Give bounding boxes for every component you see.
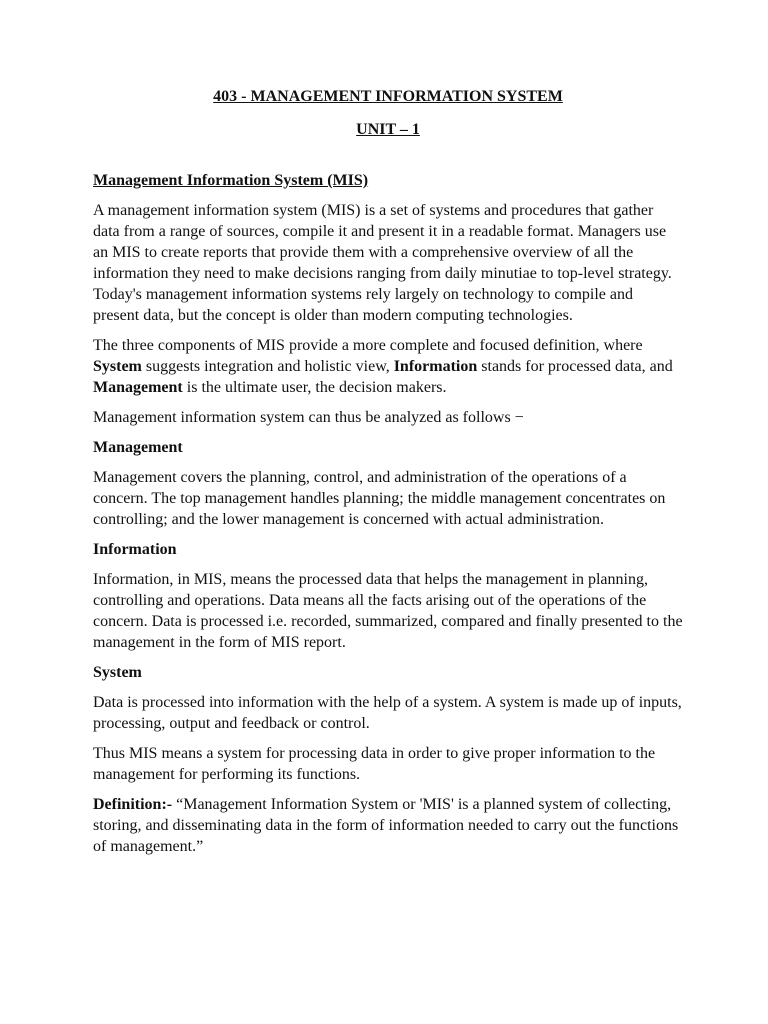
system-term: System — [93, 358, 142, 375]
components-text-3: stands for processed data, and — [477, 358, 673, 375]
definition-label: Definition:- — [93, 796, 173, 813]
thus-paragraph: Thus MIS means a system for processing data in order to give proper information to the management for performing its functions. — [93, 745, 656, 783]
definition-text: “Management Information System or 'MIS' is a planned system of collecting, storing, and disseminating data in the form of information needed to carry out the functions of management.” — [93, 796, 679, 855]
document-page — [93, 86, 683, 866]
management-heading: Management — [93, 439, 183, 456]
intro-paragraph: A management information system (MIS) is a set of systems and procedures that gather data from a range of sources, compile it and present it in a readable format. Managers use an MIS to create reports that provide them with a comprehensive overview of all the information they need to make decisions ranging from daily minutiae to top-level strategy. Today's management information systems rely largely on technology to compile and present data, but the concept is older than modern computing technologies. — [93, 202, 672, 324]
information-paragraph: Information, in MIS, means the processed data that helps the management in planning, controlling and operations. Data means all the facts arising out of the operations of the concern. Data is processed i.e. recorded, summarized, compared and finally presented to the management in the form of MIS report. — [93, 571, 683, 651]
information-term: Information — [393, 358, 478, 375]
mis-heading: Management Information System (MIS) — [93, 172, 369, 189]
components-text-1: The three components of MIS provide a more complete and focused definition, where — [93, 337, 643, 354]
components-text-4: is the ultimate user, the decision makers. — [182, 379, 447, 396]
components-text-2: suggests integration and holistic view, — [141, 358, 394, 375]
system-paragraph: Data is processed into information with the help of a system. A system is made up of inputs, processing, output and feedback or control. — [93, 694, 682, 732]
analysis-line: Management information system can thus be analyzed as follows − — [93, 409, 524, 426]
unit-heading: UNIT – 1 — [356, 121, 420, 138]
system-heading: System — [93, 664, 142, 681]
management-term: Management — [93, 379, 183, 396]
document-title: 403 - MANAGEMENT INFORMATION SYSTEM — [213, 88, 563, 105]
components-paragraph — [93, 335, 683, 398]
management-paragraph: Management covers the planning, control, and administration of the operations of a concern. The top management handles planning; the middle management concentrates on controlling; and the lower management is concerned with actual administration. — [93, 469, 666, 528]
information-heading: Information — [93, 541, 177, 558]
definition-paragraph — [93, 794, 683, 857]
